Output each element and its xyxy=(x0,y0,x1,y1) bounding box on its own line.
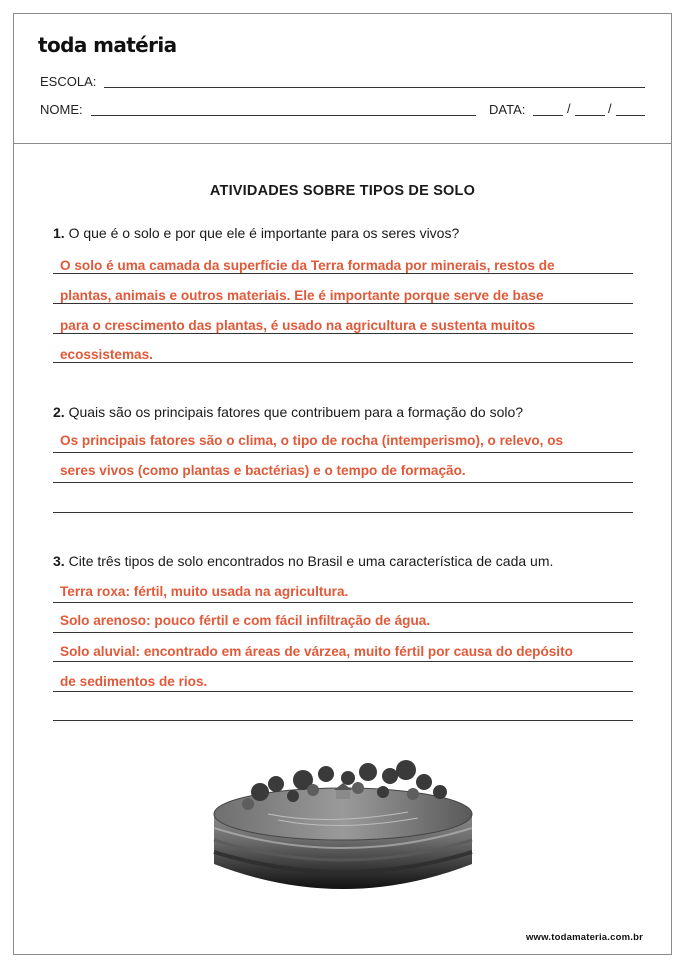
date-month-field[interactable] xyxy=(575,115,605,116)
answer-line-text: Solo arenoso: pouco fértil e com fácil infiltração de água. xyxy=(60,613,431,628)
question-text: O que é o solo e por que ele é importante para os seres vivos? xyxy=(68,225,460,241)
answer-rule xyxy=(53,482,633,483)
nome-field[interactable] xyxy=(91,115,476,116)
data-label: DATA: xyxy=(489,102,526,117)
escola-field[interactable] xyxy=(104,87,645,88)
footer-url[interactable]: www.todamateria.com.br xyxy=(525,932,643,943)
question-3 xyxy=(53,553,553,569)
answer-rule xyxy=(53,273,633,274)
answer-line-text: Solo aluvial: encontrado em áreas de várzea, muito fértil por causa do depósito xyxy=(60,644,573,659)
question-1 xyxy=(53,225,459,241)
answer-rule xyxy=(53,333,633,334)
answer-rule xyxy=(53,632,633,633)
answer-line-text: O solo é uma camada da superfície da Terra formada por minerais, restos de xyxy=(60,258,555,273)
brand-logo: toda matéria xyxy=(38,33,177,57)
question-2 xyxy=(53,404,523,420)
answer-line-text: ecossistemas. xyxy=(60,347,153,362)
answer-rule xyxy=(53,512,633,513)
question-text: Quais são os principais fatores que contribuem para a formação do solo? xyxy=(68,404,524,420)
header-divider xyxy=(13,143,672,144)
answer-rule xyxy=(53,303,633,304)
answer-line-text: Os principais fatores são o clima, o tipo de rocha (intemperismo), o relevo, os xyxy=(60,433,564,448)
question-text: Cite três tipos de solo encontrados no Brasil e uma característica de cada um. xyxy=(68,553,554,569)
date-separator: / xyxy=(567,101,571,116)
answer-line-text: seres vivos (como plantas e bactérias) e o tempo de formação. xyxy=(60,463,466,478)
soil-cross-section-image xyxy=(208,752,478,902)
answer-rule xyxy=(53,691,633,692)
date-separator: / xyxy=(608,101,612,116)
answer-rule xyxy=(53,661,633,662)
answer-rule xyxy=(53,720,633,721)
date-day-field[interactable] xyxy=(533,115,563,116)
answer-line-text: Terra roxa: fértil, muito usada na agricultura. xyxy=(60,584,349,599)
answer-line-text: plantas, animais e outros materiais. Ele é importante porque serve de base xyxy=(60,288,544,303)
date-year-field[interactable] xyxy=(616,115,645,116)
escola-label: ESCOLA: xyxy=(40,74,97,89)
answer-rule xyxy=(53,452,633,453)
answer-rule xyxy=(53,602,633,603)
answer-line-text: de sedimentos de rios. xyxy=(60,674,208,689)
question-number: 2. xyxy=(53,404,65,420)
question-number: 3. xyxy=(53,553,65,569)
answer-rule xyxy=(53,362,633,363)
answer-line-text: para o crescimento das plantas, é usado na agricultura e sustenta muitos xyxy=(60,318,536,333)
page-title: ATIVIDADES SOBRE TIPOS DE SOLO xyxy=(209,183,476,199)
question-number: 1. xyxy=(53,225,65,241)
nome-label: NOME: xyxy=(40,102,83,117)
